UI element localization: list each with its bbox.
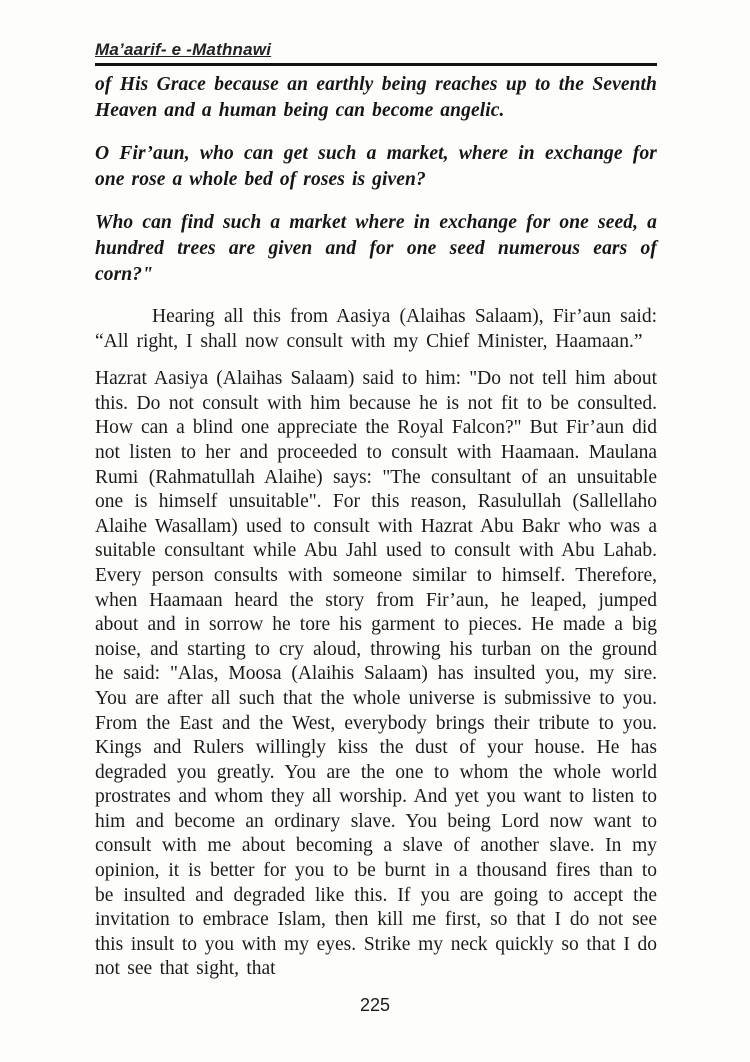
verse-paragraph-3: Who can find such a market where in exchange for one seed, a hundred trees are given and for one seed numerous ears of corn?" bbox=[95, 212, 657, 285]
body-paragraph-1: Hearing all this from Aasiya (Alaihas Salaam), Fir’aun said: “All right, I shall now consult with my Chief Minister, Haamaan.” bbox=[95, 306, 657, 352]
body-paragraph-2: Hazrat Aasiya (Alaihas Salaam) said to him: "Do not tell him about this. Do not consult with him because he is not fit to be consulted. How can a blind one appreciate the Royal Falcon?" But Fir’aun did not listen to her and proceeded to consult with Haamaan. Maulana Rumi (Rahmatullah Alaihe) says: "The consultant of an unsuitable one is himself unsuitable". For this reason, Rasulullah (Sallellaho Alaihe Wasallam) used to consult with Hazrat Abu Bakr who was a suitable consultant while Abu Jahl used to consult with Abu Lahab. Every person consults with someone similar to himself. Therefore, when Haamaan heard the story from Fir’aun, he leaped, jumped about and in sorrow he tore his garment to pieces. He made a big noise, and starting to cry aloud, throwing his turban on the ground he said: "Alas, Moosa (Alaihis Salaam) has insulted you, my sire. You are after all such that the whole universe is submissive to you. From the East and the West, everybody brings their tribute to you. Kings and Rulers willingly kiss the dust of your house. He has degraded you greatly. You are the one to whom the whole world prostrates and whom they all worship. And yet you want to listen to him and become an ordinary slave. You being Lord now want to consult with me about becoming a slave of another slave. In my opinion, it is better for you to be burnt in a thousand fires than to be insulted and degraded like this. If you are going to accept the invitation to embrace Islam, then kill me first, so that I do not see this insult to you with my eyes. Strike my neck quickly so that I do not see that sight, that bbox=[95, 368, 657, 980]
page-number: 225 bbox=[359, 995, 391, 1015]
running-header-title: Ma’aarif- e -Mathnawi bbox=[95, 40, 272, 59]
verse-paragraph-2: O Fir’aun, who can get such a market, where in exchange for one rose a whole bed of roses is given? bbox=[95, 143, 657, 190]
verse-paragraph-1: of His Grace because an earthly being reaches up to the Seventh Heaven and a human being can become angelic. bbox=[95, 74, 657, 121]
running-header bbox=[95, 40, 657, 66]
page-body-text bbox=[95, 72, 657, 982]
page-footer bbox=[0, 995, 750, 1016]
